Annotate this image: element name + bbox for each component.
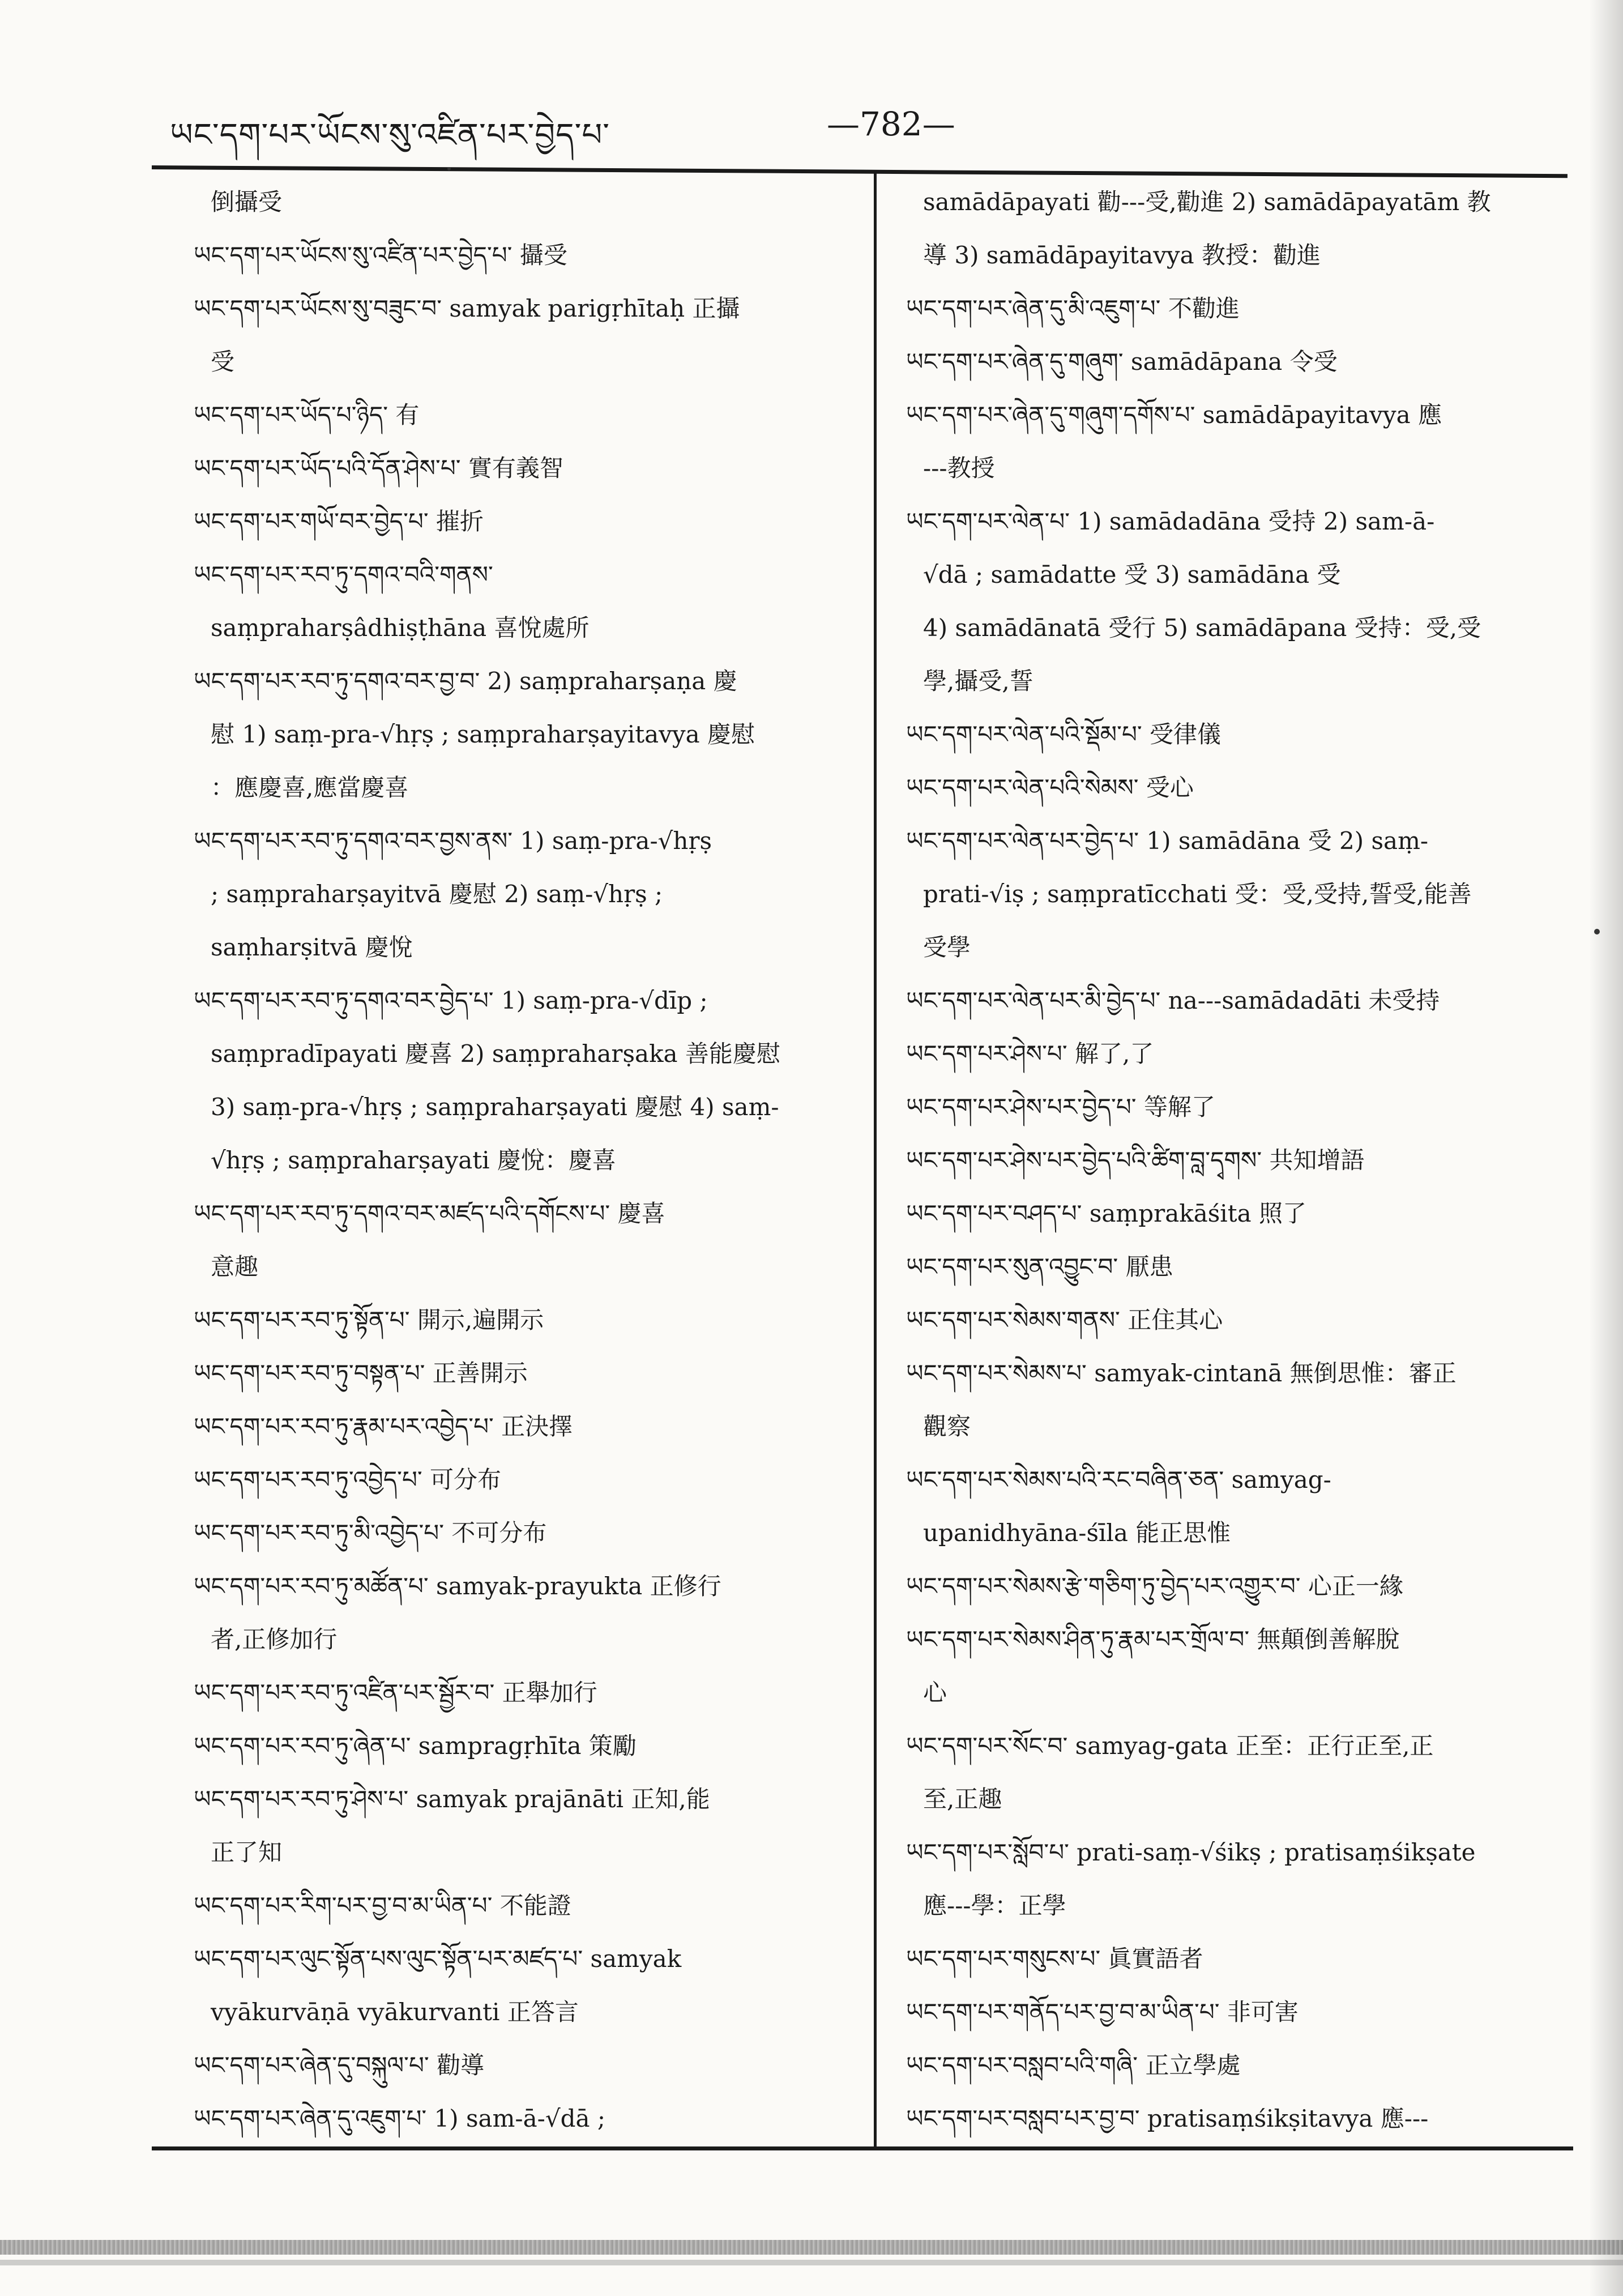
dictionary-line: ཡང་དག་པར་རབ་ཏུ་འཛིན་པར་སྦྱོར་བ་ 正舉加行 bbox=[194, 1679, 597, 1706]
dictionary-line: samādāpayati 勸---受,勸進 2) samādāpayatām 教 bbox=[923, 188, 1491, 216]
dictionary-line: ཡང་དག་པར་རབ་ཏུ་མཚོན་པ་ samyak-prayukta 正修行 bbox=[194, 1572, 721, 1600]
dictionary-line: 至,正趣 bbox=[923, 1785, 1002, 1813]
dictionary-line: ཡང་དག་པར་བསླབ་པར་བྱ་བ་ pratisaṃśikṣitavya 應--- bbox=[906, 2105, 1429, 2132]
dictionary-line: ཡང་དག་པར་སོང་བ་ samyag-gata 正至：正行正至,正 bbox=[906, 1732, 1434, 1760]
dictionary-line: saṃpraharṣâdhiṣṭhāna 喜悅處所 bbox=[211, 614, 590, 642]
dictionary-line: vyākurvāṇā vyākurvanti 正答言 bbox=[211, 1998, 579, 2026]
dictionary-line: ཡང་དག་པར་རབ་ཏུ་སྟོན་པ་ 開示,遍開示 bbox=[194, 1306, 544, 1334]
dictionary-line: ; saṃpraharṣayitvā 慶慰 2) saṃ-√hṛṣ ; bbox=[211, 880, 663, 908]
dictionary-line: saṃpradīpayati 慶喜 2) saṃpraharṣaka 善能慶慰 bbox=[211, 1040, 780, 1068]
dictionary-line: ཡང་དག་པར་ཤེས་པ་ 解了,了 bbox=[906, 1040, 1154, 1068]
dictionary-line: ཡང་དག་པར་སེམས་པའི་རང་བཞིན་ཅན་ samyag- bbox=[906, 1466, 1331, 1493]
dictionary-line: 觀察 bbox=[923, 1412, 971, 1440]
dictionary-line: ཡང་དག་པར་ལུང་སྟོན་པས་ལུང་སྟོན་པར་མཛད་པ་ samyak bbox=[194, 1945, 682, 1973]
dictionary-line: ཡང་དག་པར་ཤེས་པར་བྱེད་པ་ 等解了 bbox=[906, 1093, 1215, 1121]
dictionary-line: √hṛṣ ; saṃpraharṣayati 慶悅：慶喜 bbox=[211, 1146, 616, 1174]
dictionary-line: ཡང་དག་པར་སེམས་པ་ samyak-cintanā 無倒思惟：審正 bbox=[906, 1359, 1457, 1387]
dictionary-line: 慰 1) saṃ-pra-√hṛṣ ; saṃpraharṣayitavya 慶慰 bbox=[211, 720, 755, 748]
dictionary-line: ཡང་དག་པར་གཡོ་བར་བྱེད་པ་ 摧折 bbox=[194, 507, 484, 535]
dictionary-line: ཡང་དག་པར་ཤེས་པར་བྱེད་པའི་ཚིག་བླ་དྭགས་ 共知增語 bbox=[906, 1146, 1365, 1174]
dictionary-line: ཡང་དག་པར་རབ་ཏུ་མི་འབྱེད་པ་ 不可分布 bbox=[194, 1519, 547, 1547]
dictionary-line: ཡང་དག་པར་བཤད་པ་ saṃprakāśita 照了 bbox=[906, 1200, 1306, 1227]
dictionary-line: 3) saṃ-pra-√hṛṣ ; saṃpraharṣayati 慶慰 4) saṃ- bbox=[211, 1093, 779, 1121]
dictionary-line: ཡང་དག་པར་རབ་ཏུ་དགའ་བའི་གནས་ bbox=[194, 561, 493, 588]
dictionary-line: ཡང་དག་པར་ཞེན་དུ་མི་འཇུག་པ་ 不勸進 bbox=[906, 295, 1240, 322]
scan-artifact-line bbox=[0, 2260, 1623, 2265]
dictionary-line: ཡང་དག་པར་རིག་པར་བྱ་བ་མ་ཡིན་པ་ 不能證 bbox=[194, 1892, 571, 1919]
dictionary-line: ཡང་དག་པར་ཞེན་དུ་བསྐུལ་པ་ 勸導 bbox=[194, 2051, 485, 2079]
dictionary-line: ཡང་དག་པར་བསླབ་པའི་གཞི་ 正立學處 bbox=[906, 2051, 1241, 2079]
dictionary-line: ཡང་དག་པར་གནོད་པར་བྱ་བ་མ་ཡིན་པ་ 非可害 bbox=[906, 1998, 1299, 2026]
dictionary-line: ཡང་དག་པར་ཡོད་པའི་དོན་ཤེས་པ་ 實有義智 bbox=[194, 454, 563, 482]
dictionary-line: ཡང་དག་པར་སུན་འབྱུང་བ་ 厭患 bbox=[906, 1253, 1173, 1281]
dictionary-line: prati-√iṣ ; saṃpratīcchati 受：受,受持,誓受,能善 bbox=[923, 880, 1472, 908]
dictionary-line: ཡང་དག་པར་རབ་ཏུ་དགའ་བར་བྱ་བ་ 2) saṃpraharṣaṇa 慶 bbox=[194, 667, 737, 695]
dictionary-line: 受 bbox=[211, 348, 235, 375]
dictionary-line: ཡང་དག་པར་སེམས་ཤིན་ཏུ་རྣམ་པར་གྲོལ་བ་ 無顛倒善解脫 bbox=[906, 1625, 1400, 1653]
dictionary-line: ཡང་དག་པར་རབ་ཏུ་དགའ་བར་བྱེད་པ་ 1) saṃ-pra-√dīp ; bbox=[194, 987, 708, 1014]
dictionary-line: ཡང་དག་པར་སེམས་གནས་ 正住其心 bbox=[906, 1306, 1223, 1334]
dictionary-line: ཡང་དག་པར་རབ་ཏུ་ཤེས་པ་ samyak prajānāti 正知,能 bbox=[194, 1785, 710, 1813]
right-column bbox=[906, 176, 1574, 2145]
dictionary-line: ཡང་དག་པར་ལེན་པའི་སྡོམ་པ་ 受律儀 bbox=[906, 720, 1221, 748]
dictionary-line: ཡང་དག་པར་ལེན་པ་ 1) samādadāna 受持 2) sam-ā- bbox=[906, 507, 1435, 535]
dictionary-line: 者,正修加行 bbox=[211, 1625, 338, 1653]
scan-artifact-band bbox=[0, 2240, 1623, 2255]
dictionary-line: ཡང་དག་པར་ཡོངས་སུ་བཟུང་བ་ samyak parigṛhītaḥ 正攝 bbox=[194, 295, 740, 322]
dictionary-line: 學,攝受,誓 bbox=[923, 667, 1033, 695]
dictionary-line: ཡང་དག་པར་སེམས་རྩེ་གཅིག་ཏུ་བྱེད་པར་འགྱུར་བ་ 心正一緣 bbox=[906, 1572, 1403, 1600]
dictionary-line: 導 3) samādāpayitavya 教授：勸進 bbox=[923, 241, 1321, 269]
page-edge-shadow bbox=[1589, 0, 1623, 2296]
dictionary-line: 心 bbox=[923, 1679, 947, 1706]
dictionary-line: ཡང་དག་པར་ཞེན་དུ་འཇུག་པ་ 1) sam-ā-√dā ; bbox=[194, 2105, 606, 2132]
dictionary-line: ཡང་དག་པར་ཡོངས་སུ་འཛིན་པར་བྱེད་པ་ 攝受 bbox=[194, 241, 567, 269]
dictionary-line: ---教授 bbox=[923, 454, 995, 482]
dictionary-line: ཡང་དག་པར་རབ་ཏུ་དགའ་བར་བྱས་ནས་ 1) saṃ-pra-√hṛṣ bbox=[194, 827, 712, 855]
page-number: —782— bbox=[827, 105, 955, 143]
running-head-tibetan: ཡང་དག་པར་ཡོངས་སུ་འཛིན་པར་བྱེད་པ་ bbox=[170, 117, 610, 153]
dictionary-line: ཡང་དག་པར་གསུངས་པ་ 眞實語者 bbox=[906, 1945, 1203, 1973]
dictionary-line: ཡང་དག་པར་ལེན་པར་མི་བྱེད་པ་ na---samādadāti 未受持 bbox=[906, 987, 1440, 1014]
column-divider bbox=[874, 170, 877, 2146]
left-column bbox=[194, 176, 856, 2145]
dictionary-line: ཡང་དག་པར་རབ་ཏུ་འབྱེད་པ་ 可分布 bbox=[194, 1466, 502, 1493]
dictionary-line: 倒攝受 bbox=[211, 188, 283, 216]
page-header bbox=[170, 93, 1569, 161]
dictionary-line: ཡང་དག་པར་ལེན་པར་བྱེད་པ་ 1) samādāna 受 2) saṃ- bbox=[906, 827, 1429, 855]
dictionary-line: ཡང་དག་པར་རབ་ཏུ་དགའ་བར་མཛད་པའི་དགོངས་པ་ 慶喜 bbox=[194, 1200, 665, 1227]
dictionary-line: ཡང་དག་པར་ཡོད་པ་ཉིད་ 有 bbox=[194, 401, 420, 429]
dictionary-line: 應---學：正學 bbox=[923, 1892, 1066, 1919]
dictionary-line: ཡང་དག་པར་རབ་ཏུ་རྣམ་པར་འབྱེད་པ་ 正決擇 bbox=[194, 1412, 573, 1440]
dictionary-line: 意趣 bbox=[211, 1253, 259, 1281]
dictionary-line: ཡང་དག་པར་ལེན་པའི་སེམས་ 受心 bbox=[906, 774, 1194, 801]
dictionary-line: ཡང་དག་པར་སློབ་པ་ prati-saṃ-√śikṣ ; pratisaṃśikṣate bbox=[906, 1838, 1476, 1866]
footer-rule bbox=[152, 2146, 1573, 2150]
dictionary-line: ཡང་དག་པར་རབ་ཏུ་བསྟན་པ་ 正善開示 bbox=[194, 1359, 528, 1387]
dictionary-line: ཡང་དག་པར་ཞེན་དུ་གཞུག་དགོས་པ་ samādāpayitavya 應 bbox=[906, 401, 1442, 429]
scan-speck bbox=[1594, 929, 1600, 934]
scan-speck bbox=[447, 167, 451, 170]
dictionary-line: ：應慶喜,應當慶喜 bbox=[211, 774, 409, 801]
dictionary-line: upanidhyāna-śīla 能正思惟 bbox=[923, 1519, 1231, 1547]
dictionary-line: 4) samādānatā 受行 5) samādāpana 受持：受,受 bbox=[923, 614, 1481, 642]
dictionary-line: √dā ; samādatte 受 3) samādāna 受 bbox=[923, 561, 1341, 588]
dictionary-line: 受學 bbox=[923, 933, 971, 961]
dictionary-line: saṃharṣitvā 慶悅 bbox=[211, 933, 413, 961]
dictionary-line: 正了知 bbox=[211, 1838, 283, 1866]
dictionary-line: ཡང་དག་པར་ཞེན་དུ་གཞུག་ samādāpana 令受 bbox=[906, 348, 1338, 375]
dictionary-line: ཡང་དག་པར་རབ་ཏུ་ཞེན་པ་ sampragṛhīta 策勵 bbox=[194, 1732, 637, 1760]
